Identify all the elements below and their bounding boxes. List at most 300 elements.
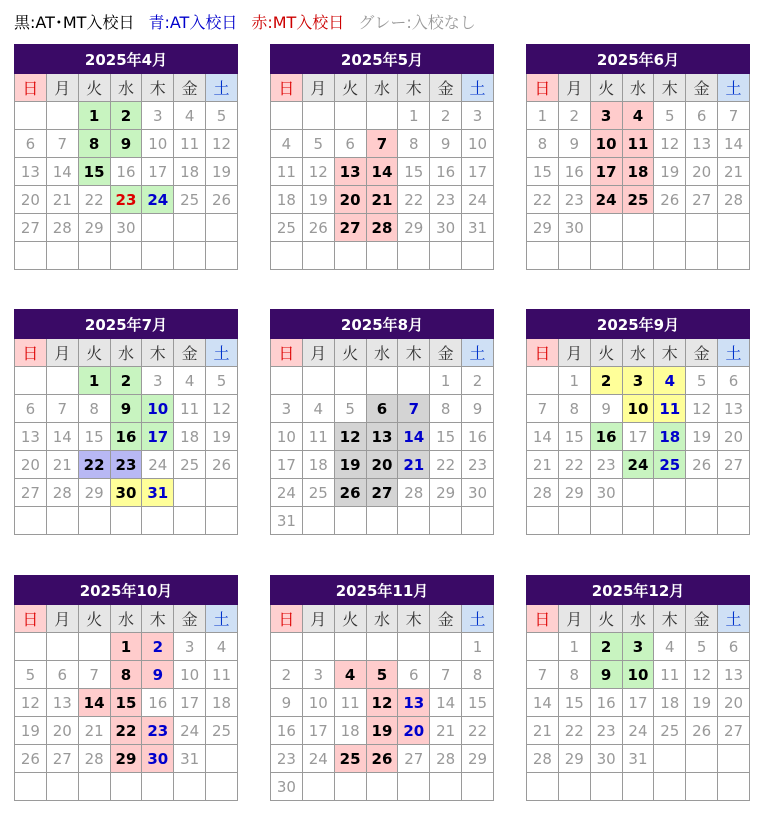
month-calendar [270, 309, 494, 535]
month-calendar [526, 309, 750, 535]
day-cell: 13 [718, 661, 750, 689]
weekday-header: 土 [206, 605, 238, 633]
empty-cell [430, 633, 462, 661]
empty-cell [527, 773, 559, 801]
weekday-header: 水 [366, 605, 398, 633]
day-cell: 6 [334, 130, 366, 158]
legend-black: 黒:AT･MT入校日 [14, 12, 135, 32]
day-cell: 17 [590, 158, 622, 186]
weekday-header: 水 [366, 339, 398, 367]
day-cell: 4 [271, 130, 303, 158]
empty-cell [142, 242, 174, 270]
day-cell: 5 [206, 102, 238, 130]
weekday-header: 日 [15, 605, 47, 633]
empty-cell [527, 633, 559, 661]
day-cell: 11 [334, 689, 366, 717]
day-cell: 28 [527, 745, 559, 773]
empty-cell [174, 507, 206, 535]
weekday-header: 月 [558, 605, 590, 633]
day-cell: 17 [271, 451, 303, 479]
day-cell: 12 [334, 423, 366, 451]
day-cell: 20 [334, 186, 366, 214]
day-cell: 31 [142, 479, 174, 507]
empty-cell [398, 633, 430, 661]
day-cell: 1 [558, 367, 590, 395]
day-cell: 7 [46, 395, 78, 423]
weekday-header: 日 [527, 74, 559, 102]
day-cell: 3 [271, 395, 303, 423]
empty-cell [110, 773, 142, 801]
empty-cell [398, 242, 430, 270]
day-cell: 26 [686, 717, 718, 745]
day-cell: 9 [110, 130, 142, 158]
empty-cell [654, 214, 686, 242]
weekday-header: 木 [654, 339, 686, 367]
empty-cell [206, 242, 238, 270]
day-cell: 2 [558, 102, 590, 130]
day-cell: 30 [110, 479, 142, 507]
empty-cell [174, 214, 206, 242]
day-cell: 5 [15, 661, 47, 689]
day-cell: 15 [558, 689, 590, 717]
day-cell: 26 [206, 451, 238, 479]
empty-cell [46, 633, 78, 661]
empty-cell [718, 507, 750, 535]
empty-cell [398, 507, 430, 535]
day-cell: 6 [46, 661, 78, 689]
weekday-header: 火 [334, 74, 366, 102]
day-cell: 1 [558, 633, 590, 661]
day-cell: 14 [430, 689, 462, 717]
day-cell: 23 [142, 717, 174, 745]
day-cell: 9 [590, 661, 622, 689]
empty-cell [271, 633, 303, 661]
day-cell: 24 [462, 186, 494, 214]
day-cell: 27 [366, 479, 398, 507]
day-cell: 15 [398, 158, 430, 186]
empty-cell [590, 773, 622, 801]
month-title: 2025年8月 [271, 310, 494, 339]
day-cell: 25 [174, 451, 206, 479]
day-cell: 7 [527, 661, 559, 689]
day-cell: 20 [15, 451, 47, 479]
month-title: 2025年10月 [15, 576, 238, 605]
day-cell: 23 [271, 745, 303, 773]
empty-cell [206, 214, 238, 242]
day-cell: 18 [174, 423, 206, 451]
day-cell: 3 [622, 367, 654, 395]
day-cell: 21 [78, 717, 110, 745]
weekday-header: 月 [46, 339, 78, 367]
empty-cell [654, 507, 686, 535]
empty-cell [558, 507, 590, 535]
day-cell: 27 [15, 479, 47, 507]
day-cell: 5 [654, 102, 686, 130]
day-cell: 25 [654, 451, 686, 479]
empty-cell [302, 242, 334, 270]
day-cell: 11 [271, 158, 303, 186]
day-cell: 7 [430, 661, 462, 689]
day-cell: 22 [78, 451, 110, 479]
day-cell: 22 [462, 717, 494, 745]
day-cell: 29 [430, 479, 462, 507]
day-cell: 19 [366, 717, 398, 745]
month-title: 2025年12月 [527, 576, 750, 605]
empty-cell [430, 507, 462, 535]
weekday-header: 火 [590, 605, 622, 633]
day-cell: 29 [462, 745, 494, 773]
empty-cell [558, 242, 590, 270]
day-cell: 15 [78, 423, 110, 451]
day-cell: 29 [78, 214, 110, 242]
empty-cell [78, 633, 110, 661]
weekday-header: 金 [174, 339, 206, 367]
day-cell: 15 [527, 158, 559, 186]
day-cell: 13 [366, 423, 398, 451]
month-title: 2025年5月 [271, 45, 494, 74]
empty-cell [622, 479, 654, 507]
weekday-header: 月 [558, 339, 590, 367]
day-cell: 12 [15, 689, 47, 717]
day-cell: 30 [271, 773, 303, 801]
day-cell: 30 [430, 214, 462, 242]
empty-cell [654, 479, 686, 507]
day-cell: 11 [622, 130, 654, 158]
day-cell: 12 [206, 130, 238, 158]
month-calendar [14, 309, 238, 535]
empty-cell [110, 507, 142, 535]
day-cell: 23 [590, 717, 622, 745]
empty-cell [334, 633, 366, 661]
day-cell: 24 [622, 717, 654, 745]
empty-cell [302, 367, 334, 395]
day-cell: 2 [142, 633, 174, 661]
day-cell: 12 [686, 395, 718, 423]
day-cell: 22 [430, 451, 462, 479]
day-cell: 26 [15, 745, 47, 773]
day-cell: 2 [271, 661, 303, 689]
day-cell: 14 [46, 158, 78, 186]
day-cell: 28 [46, 479, 78, 507]
legend-blue: 青:AT入校日 [148, 12, 238, 32]
month-title: 2025年11月 [271, 576, 494, 605]
day-cell: 24 [622, 451, 654, 479]
day-cell: 4 [174, 102, 206, 130]
weekday-header: 金 [430, 605, 462, 633]
day-cell: 31 [622, 745, 654, 773]
empty-cell [718, 745, 750, 773]
weekday-header: 日 [15, 74, 47, 102]
weekday-header: 月 [302, 605, 334, 633]
empty-cell [302, 633, 334, 661]
day-cell: 27 [718, 451, 750, 479]
day-cell: 13 [15, 423, 47, 451]
day-cell: 26 [334, 479, 366, 507]
empty-cell [590, 242, 622, 270]
day-cell: 28 [718, 186, 750, 214]
day-cell: 13 [334, 158, 366, 186]
empty-cell [334, 242, 366, 270]
day-cell: 9 [590, 395, 622, 423]
empty-cell [622, 507, 654, 535]
day-cell: 5 [302, 130, 334, 158]
day-cell: 5 [334, 395, 366, 423]
day-cell: 20 [366, 451, 398, 479]
day-cell: 23 [430, 186, 462, 214]
day-cell: 7 [527, 395, 559, 423]
day-cell: 18 [334, 717, 366, 745]
day-cell: 7 [78, 661, 110, 689]
day-cell: 2 [430, 102, 462, 130]
weekday-header: 日 [271, 339, 303, 367]
day-cell: 17 [622, 423, 654, 451]
empty-cell [558, 773, 590, 801]
day-cell: 27 [398, 745, 430, 773]
day-cell: 21 [46, 451, 78, 479]
day-cell: 18 [654, 689, 686, 717]
day-cell: 17 [462, 158, 494, 186]
day-cell: 10 [142, 130, 174, 158]
day-cell: 6 [686, 102, 718, 130]
empty-cell [334, 773, 366, 801]
day-cell: 20 [718, 423, 750, 451]
day-cell: 8 [110, 661, 142, 689]
day-cell: 26 [302, 214, 334, 242]
weekday-header: 金 [686, 339, 718, 367]
weekday-header: 火 [334, 339, 366, 367]
empty-cell [718, 773, 750, 801]
empty-cell [46, 367, 78, 395]
empty-cell [142, 214, 174, 242]
weekday-header: 水 [110, 339, 142, 367]
day-cell: 8 [462, 661, 494, 689]
day-cell: 17 [142, 423, 174, 451]
weekday-header: 土 [462, 605, 494, 633]
day-cell: 13 [46, 689, 78, 717]
legend-red: 赤:MT入校日 [251, 12, 345, 32]
day-cell: 15 [558, 423, 590, 451]
day-cell: 4 [654, 633, 686, 661]
empty-cell [15, 242, 47, 270]
day-cell: 6 [15, 395, 47, 423]
day-cell: 14 [527, 689, 559, 717]
month-calendar [270, 575, 494, 801]
weekday-header: 金 [686, 605, 718, 633]
day-cell: 18 [174, 158, 206, 186]
day-cell: 22 [558, 451, 590, 479]
day-cell: 21 [527, 717, 559, 745]
empty-cell [462, 507, 494, 535]
month-calendar [14, 44, 238, 270]
weekday-header: 火 [78, 605, 110, 633]
day-cell: 25 [334, 745, 366, 773]
day-cell: 1 [78, 102, 110, 130]
empty-cell [78, 242, 110, 270]
day-cell: 28 [430, 745, 462, 773]
day-cell: 17 [302, 717, 334, 745]
day-cell: 1 [78, 367, 110, 395]
weekday-header: 土 [462, 339, 494, 367]
day-cell: 2 [110, 102, 142, 130]
day-cell: 5 [366, 661, 398, 689]
day-cell: 29 [78, 479, 110, 507]
day-cell: 11 [206, 661, 238, 689]
day-cell: 10 [174, 661, 206, 689]
day-cell: 28 [46, 214, 78, 242]
day-cell: 26 [654, 186, 686, 214]
day-cell: 7 [46, 130, 78, 158]
day-cell: 21 [718, 158, 750, 186]
day-cell: 25 [206, 717, 238, 745]
day-cell: 30 [558, 214, 590, 242]
day-cell: 10 [462, 130, 494, 158]
empty-cell [686, 507, 718, 535]
day-cell: 14 [46, 423, 78, 451]
day-cell: 27 [718, 717, 750, 745]
day-cell: 3 [142, 367, 174, 395]
empty-cell [590, 214, 622, 242]
day-cell: 12 [366, 689, 398, 717]
day-cell: 11 [654, 395, 686, 423]
month-calendar [14, 575, 238, 801]
day-cell: 17 [142, 158, 174, 186]
empty-cell [15, 102, 47, 130]
month-title: 2025年6月 [527, 45, 750, 74]
day-cell: 29 [398, 214, 430, 242]
weekday-header: 木 [398, 605, 430, 633]
day-cell: 19 [206, 423, 238, 451]
empty-cell [654, 773, 686, 801]
weekday-header: 土 [718, 339, 750, 367]
empty-cell [686, 479, 718, 507]
weekday-header: 水 [622, 605, 654, 633]
empty-cell [366, 507, 398, 535]
day-cell: 29 [527, 214, 559, 242]
day-cell: 6 [718, 633, 750, 661]
day-cell: 4 [334, 661, 366, 689]
day-cell: 27 [334, 214, 366, 242]
weekday-header: 火 [590, 74, 622, 102]
day-cell: 17 [622, 689, 654, 717]
empty-cell [430, 242, 462, 270]
day-cell: 3 [462, 102, 494, 130]
weekday-header: 月 [46, 74, 78, 102]
day-cell: 18 [622, 158, 654, 186]
weekday-header: 火 [78, 339, 110, 367]
day-cell: 16 [590, 689, 622, 717]
day-cell: 21 [527, 451, 559, 479]
day-cell: 11 [302, 423, 334, 451]
day-cell: 8 [430, 395, 462, 423]
day-cell: 16 [462, 423, 494, 451]
empty-cell [686, 773, 718, 801]
day-cell: 6 [398, 661, 430, 689]
weekday-header: 土 [206, 74, 238, 102]
day-cell: 26 [366, 745, 398, 773]
empty-cell [654, 242, 686, 270]
day-cell: 5 [686, 367, 718, 395]
day-cell: 28 [366, 214, 398, 242]
day-cell: 9 [142, 661, 174, 689]
day-cell: 22 [398, 186, 430, 214]
day-cell: 21 [366, 186, 398, 214]
empty-cell [174, 242, 206, 270]
day-cell: 2 [110, 367, 142, 395]
day-cell: 3 [622, 633, 654, 661]
empty-cell [46, 102, 78, 130]
day-cell: 10 [271, 423, 303, 451]
day-cell: 16 [110, 423, 142, 451]
day-cell: 29 [558, 745, 590, 773]
empty-cell [271, 242, 303, 270]
day-cell: 18 [206, 689, 238, 717]
day-cell: 8 [398, 130, 430, 158]
day-cell: 10 [622, 661, 654, 689]
weekday-header: 日 [527, 339, 559, 367]
empty-cell [366, 242, 398, 270]
day-cell: 28 [398, 479, 430, 507]
weekday-header: 月 [302, 74, 334, 102]
day-cell: 4 [302, 395, 334, 423]
day-cell: 12 [302, 158, 334, 186]
empty-cell [174, 479, 206, 507]
weekday-header: 月 [46, 605, 78, 633]
day-cell: 13 [718, 395, 750, 423]
empty-cell [686, 745, 718, 773]
weekday-header: 水 [622, 74, 654, 102]
day-cell: 6 [15, 130, 47, 158]
day-cell: 31 [271, 507, 303, 535]
empty-cell [686, 214, 718, 242]
weekday-header: 木 [654, 74, 686, 102]
day-cell: 24 [271, 479, 303, 507]
day-cell: 19 [302, 186, 334, 214]
day-cell: 16 [110, 158, 142, 186]
day-cell: 30 [590, 745, 622, 773]
day-cell: 9 [462, 395, 494, 423]
weekday-header: 木 [142, 605, 174, 633]
day-cell: 2 [590, 633, 622, 661]
day-cell: 16 [590, 423, 622, 451]
month-title: 2025年4月 [15, 45, 238, 74]
day-cell: 20 [15, 186, 47, 214]
month-calendar [526, 44, 750, 270]
day-cell: 11 [174, 130, 206, 158]
weekday-header: 木 [398, 74, 430, 102]
empty-cell [527, 242, 559, 270]
day-cell: 3 [590, 102, 622, 130]
day-cell: 17 [174, 689, 206, 717]
day-cell: 9 [430, 130, 462, 158]
day-cell: 23 [590, 451, 622, 479]
empty-cell [654, 745, 686, 773]
legend [14, 9, 490, 33]
day-cell: 24 [302, 745, 334, 773]
weekday-header: 日 [271, 74, 303, 102]
empty-cell [174, 773, 206, 801]
empty-cell [398, 367, 430, 395]
empty-cell [334, 507, 366, 535]
empty-cell [366, 102, 398, 130]
empty-cell [142, 773, 174, 801]
day-cell: 16 [271, 717, 303, 745]
day-cell: 25 [654, 717, 686, 745]
empty-cell [398, 773, 430, 801]
day-cell: 19 [686, 689, 718, 717]
day-cell: 23 [110, 451, 142, 479]
weekday-header: 金 [174, 74, 206, 102]
day-cell: 12 [206, 395, 238, 423]
